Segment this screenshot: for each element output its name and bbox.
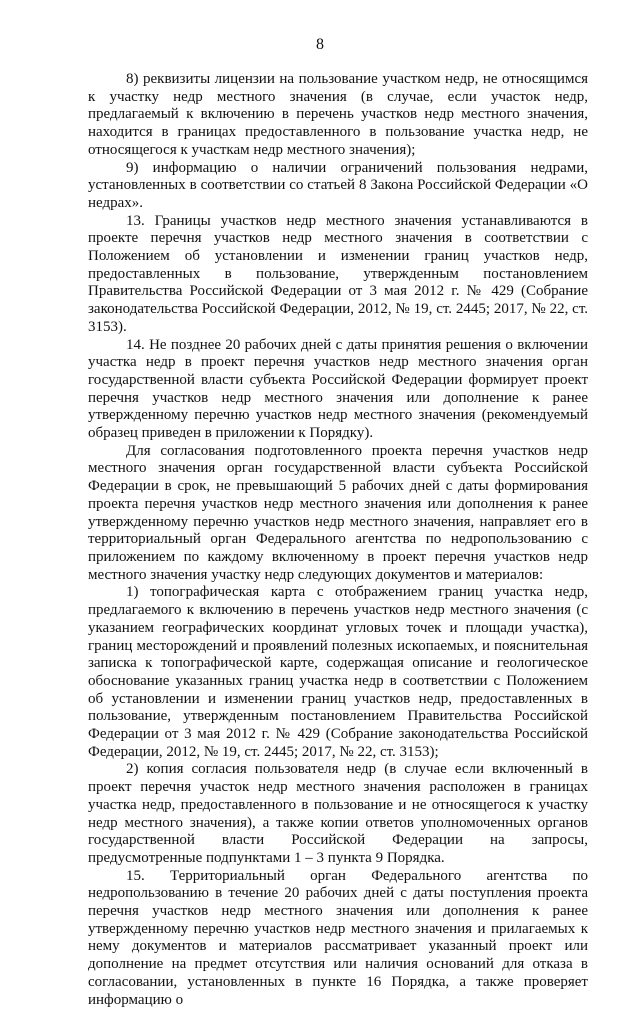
paragraph-item-2-consent-copy: 2) копия согласия пользователя недр (в случае если включенный в проект перечня участок недр местного значения расположен в границах участка недр, предоставленного в пользование и не относящегося к участку недр местного значения), а также копии ответов уполномоченных органов государственной власти Российской Федерации на запросы, предусмотренные подпунктами 1 – 3 пункта 9 Порядка.	[88, 761, 588, 866]
paragraph-approval-procedure: Для согласования подготовленного проекта перечня участков недр местного значения орган государственной власти субъекта Российской Федерации в срок, не превышающий 5 рабочих дней с даты формирования проекта перечня участков недр местного значения или дополнения к ранее утвержденному перечню участков недр местного значения, направляет его в территориальный орган Федерального агентства по недропользованию с приложением по каждому включенному в проект перечня участков недр местного значения участку недр следующих документов и материалов:	[88, 442, 588, 583]
paragraph-item-1-topographic-map: 1) топографическая карта с отображением границ участка недр, предлагаемого к включению в перечень участков недр местного значения (с указанием географических координат угловых точек и площади участка), границ месторождений и проявлений полезных ископаемых, и пояснительная записка к топографической карте, содержащая описание и геологическое обоснование указанных границ участка недр в соответствии с Положением об установлении и изменении границ участков недр, предоставленных в пользование, утвержденным постановлением Правительства Российской Федерации от 3 мая 2012 г. № 429 (Собрание законодательства Российской Федерации, 2012, № 19, ст. 2445; 2017, № 22, ст. 3153);	[88, 584, 588, 760]
paragraph-item-8: 8) реквизиты лицензии на пользование участком недр, не относящимся к участку недр местного значения (в случае, если участок недр, предлагаемый к включению в перечень участков недр местного значения, находится в границах предоставленного в пользование участка недр, не относящегося к участкам недр местного значения);	[88, 71, 588, 158]
paragraph-item-9: 9) информацию о наличии ограничений пользования недрами, установленных в соответствии со статьей 8 Закона Российской Федерации «О недрах».	[88, 159, 588, 211]
document-body	[88, 71, 588, 1009]
paragraph-section-15: 15. Территориальный орган Федерального агентства по недропользованию в течение 20 рабочих дней с даты поступления проекта перечня участков недр местного значения или дополнения к ранее утвержденному перечню участков недр местного значения и прилагаемых к нему документов и материалов рассматривает указанный проект или дополнение на предмет отсутствия или наличия оснований для отказа в согласовании, установленных в пункте 16 Порядка, а также проверяет информацию о	[88, 867, 588, 1008]
paragraph-section-13: 13. Границы участков недр местного значения устанавливаются в проекте перечня участков недр местного значения в соответствии с Положением об установлении и изменении границ участков недр, предоставленных в пользование, утвержденным постановлением Правительства Российской Федерации от 3 мая 2012 г. № 429 (Собрание законодательства Российской Федерации, 2012, № 19, ст. 2445; 2017, № 22, ст. 3153).	[88, 212, 588, 335]
paragraph-section-14: 14. Не позднее 20 рабочих дней с даты принятия решения о включении участка недр в проект перечня участков недр местного значения орган государственной власти субъекта Российской Федерации формирует проект перечня участков недр местного значения или дополнение к ранее утвержденному перечню участков недр местного значения (рекомендуемый образец приведен в приложении к Порядку).	[88, 336, 588, 442]
page-number: 8	[316, 36, 324, 53]
